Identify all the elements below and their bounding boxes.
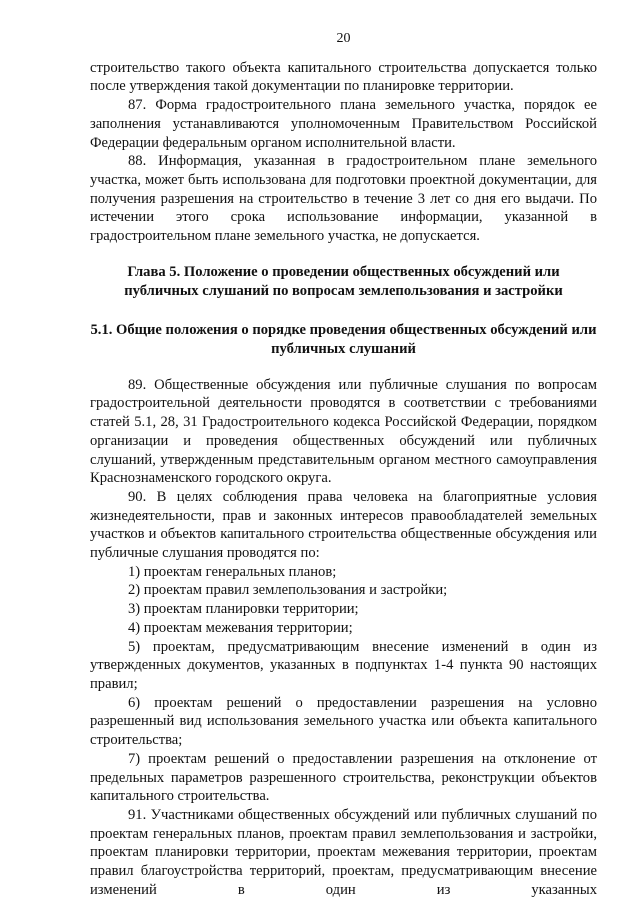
paragraph-89: 89. Общественные обсуждения или публичные слушания по вопросам градостроительной деятельности проводятся в соответствии с требованиями статей 5.1, 28, 31 Градостроительного кодекса Российской Федерации, порядком организации и проведения общественных обсуждений или публичных слушаний, утвержденным представительным органом местного самоуправления Краснознаменского городского округа. — [90, 376, 597, 487]
list-item: 4) проектам межевания территории; — [128, 619, 353, 636]
list-item: 5) проектам, предусматривающим внесение изменений в один из утвержденных документов, указанных в подпунктах 1-4 пункта 90 настоящих правил; — [90, 638, 597, 692]
page-number: 20 — [336, 31, 351, 46]
list-item: 2) проектам правил землепользования и застройки; — [128, 582, 448, 599]
paragraph-88: 88. Информация, указанная в градостроительном плане земельного участка, может быть использована для подготовки проектной документации, для получения разрешения на строительство в течение 3 лет со дня его выдачи. По истечении этого срока использование информации, указанной в градостроительном плане земельного участка, не допускается. — [90, 153, 597, 245]
section-heading: 5.1. Общие положения о порядке проведения общественных обсуждений или публичных слушаний — [90, 321, 597, 357]
list-item: 6) проектам решений о предоставлении разрешения на условно разрешенный вид использования земельного участка или объекта капитального строительства; — [90, 694, 597, 749]
list-item: 7) проектам решений о предоставлении разрешения на отклонение от предельных параметров разрешенного строительства, реконструкции объектов капитального строительства. — [90, 750, 597, 805]
list-item: 3) проектам планировки территории; — [128, 601, 359, 618]
paragraph-91: 91. Участниками общественных обсуждений или публичных слушаний по проектам генеральных планов, проектам правил землепользования и застройки, проектам планировки территории, проектам межевания территории, проектам правил благоустройства территорий, проектам, предусматривающим внесение изменений в один из указанных — [90, 806, 597, 898]
paragraph-90: 90. В целях соблюдения права человека на благоприятные условия жизнедеятельности, прав и законных интересов правообладателей земельных участков и объектов капитального строительства общественные обсуждения или публичные слушания проводятся по: — [90, 488, 597, 562]
paragraph-continuation: строительство такого объекта капитального строительства допускается только после утверждения такой документации по планировке территории. — [90, 59, 597, 95]
list-item: 1) проектам генеральных планов; — [128, 563, 337, 580]
chapter-heading: Глава 5. Положение о проведении общественных обсуждений или публичных слушаний по вопросам землепользования и застройки — [124, 263, 563, 299]
paragraph-87: 87. Форма градостроительного плана земельного участка, порядок ее заполнения устанавливаются уполномоченным Правительством Российской Федерации федеральным органом исполнительной власти. — [90, 97, 597, 151]
document-page — [90, 30, 597, 899]
